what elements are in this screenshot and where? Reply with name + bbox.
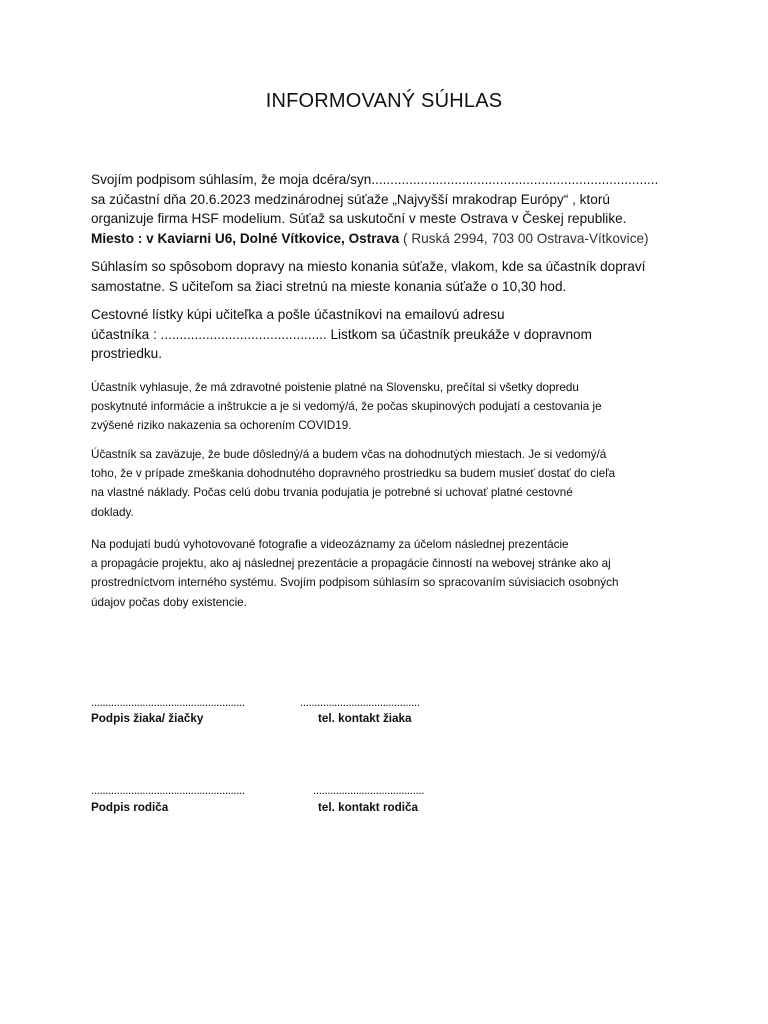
paragraph-line: a propagácie projektu, ako aj následnej prezentácie a propagácie činností na webovej stránke ako aj [91, 557, 611, 571]
paragraph-line: na vlastné náklady. Počas celú dobu trvania podujatia je potrebné si uchovať platné cestovné [91, 486, 573, 500]
parent-contact-label: tel. kontakt rodiča [318, 801, 419, 814]
location-bold-text: Miesto : v Kaviarni U6, Dolné Vítkovice, Ostrava [91, 230, 400, 246]
paragraph-line: doklady. [91, 505, 134, 519]
paragraph-line: prostriedku. [91, 346, 163, 361]
paragraph-tickets [91, 305, 681, 364]
paragraph-consent-intro [91, 170, 681, 248]
paragraph-line: Účastník sa zaväzuje, že bude dôsledný/á a budem včas na dohodnutých miestach. Je si vedomý/á [91, 448, 607, 461]
paragraph-line: údajov počas doby existencie. [91, 595, 247, 609]
paragraph-line: účastníka : ............................................ Listkom sa účastník preukáže v dopravnom [91, 326, 592, 342]
parent-contact-line: ....................................... [313, 784, 425, 797]
student-signature-line: ...................................................... [91, 696, 245, 709]
paragraph-line: Účastník vyhlasuje, že má zdravotné poistenie platné na Slovensku, prečítal si všetky dopredu [91, 381, 579, 394]
paragraph-line: toho, že v prípade zmeškania dohodnutého dopravného prostriedku sa budem musieť dostať do cieľa [91, 467, 616, 481]
paragraph-line-location [91, 229, 681, 249]
paragraph-transport [91, 257, 681, 296]
paragraph-photo-consent [91, 535, 681, 612]
paragraph-line: samostatne. S učiteľom sa žiaci stretnú na mieste konania súťaže o 10,30 hod. [91, 278, 567, 294]
location-address-text: ( Ruská 2994, 703 00 Ostrava-Vítkovice) [399, 230, 649, 246]
paragraph-line: organizuje firma HSF modelium. Súťaž sa uskutoční v meste Ostrava v Českej republike. [91, 211, 627, 226]
paragraph-line: Cestovné lístky kúpi učiteľka a pošle účastníkovi na emailovú adresu [91, 307, 505, 322]
parent-signature-line: ...................................................... [91, 784, 245, 797]
parent-signature-label: Podpis rodiča [91, 801, 169, 814]
student-contact-line: .......................................... [300, 696, 420, 709]
paragraph-insurance [91, 378, 681, 436]
paragraph-line: sa zúčastní dňa 20.6.2023 medzinárodnej súťaže „Najvyšší mrakodrap Európy“ , ktorú [91, 191, 610, 207]
paragraph-line: prostredníctvom interného systému. Svojím podpisom súhlasím so spracovaním súvisiacich osobných [91, 576, 619, 590]
paragraph-line: Svojím podpisom súhlasím, že moja dcéra/syn............................................................................ [91, 172, 659, 187]
document-title: INFORMOVANÝ SÚHLAS [265, 90, 503, 112]
paragraph-line: Súhlasím so spôsobom dopravy na miesto konania súťaže, vlakom, kde sa účastník dopraví [91, 259, 646, 274]
paragraph-line: zvýšené riziko nakazenia sa ochorením COVID19. [91, 419, 352, 433]
student-signature-label: Podpis žiaka/ žiačky [91, 712, 204, 725]
paragraph-line: poskytnuté informácie a inštrukcie a je si vedomý/á, že počas skupinových podujatí a cestovania je [91, 400, 602, 414]
student-contact-label: tel. kontakt žiaka [318, 712, 412, 725]
paragraph-obligations [91, 445, 681, 522]
paragraph-line: Na podujatí budú vyhotovované fotografie a videozáznamy za účelom následnej prezentácie [91, 538, 569, 551]
